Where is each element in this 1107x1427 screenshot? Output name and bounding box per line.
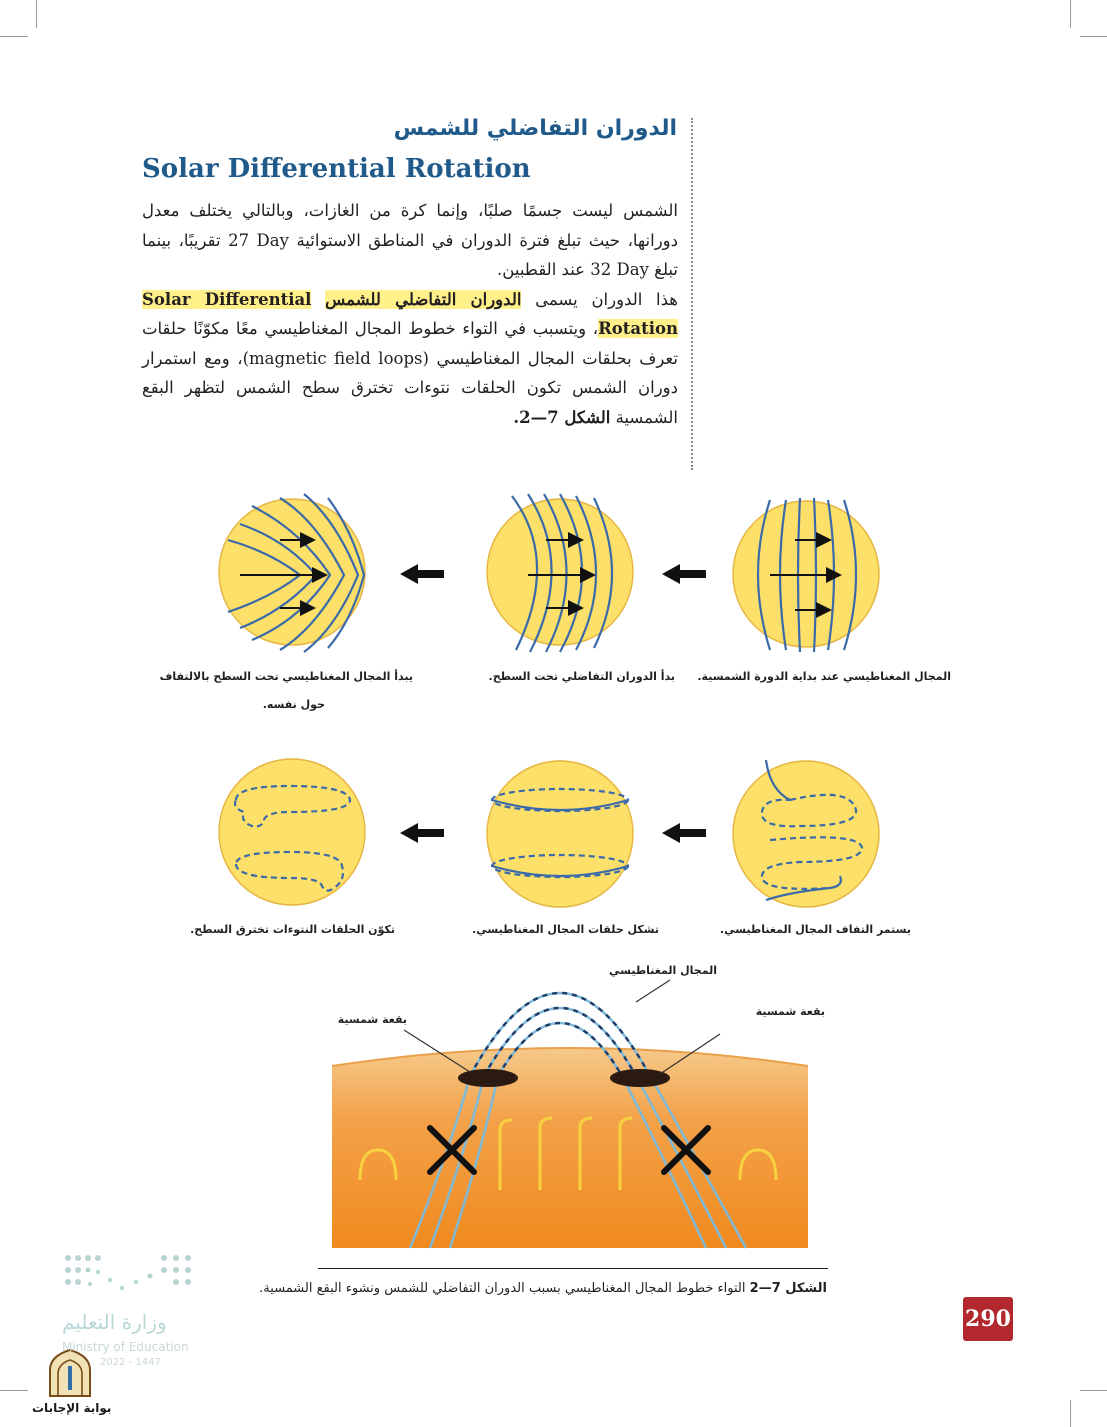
- flow-arrow-icon: [662, 564, 706, 584]
- page-number-badge: 290: [963, 1297, 1013, 1341]
- answers-gateway-logo-icon: [50, 1350, 90, 1396]
- answers-gateway-name[interactable]: بوابة الإجابات: [32, 1401, 112, 1415]
- flow-arrow-icon: [662, 823, 706, 843]
- ministry-name-english: Ministry of Education: [62, 1340, 189, 1354]
- sun-stage-1: [733, 498, 879, 652]
- caption-stage-3-line2: حول نفسه.: [262, 698, 325, 711]
- figure-caption-rule: [318, 1268, 828, 1269]
- section-title-english: Solar Differential Rotation: [142, 154, 531, 184]
- caption-stage-1: المجال المغناطيسي عند بداية الدورة الشمسية.: [697, 670, 951, 683]
- label-magnetic-field: المجال المغناطيسي: [609, 964, 717, 977]
- sunspot-right: [610, 1069, 670, 1087]
- figure-reference: الشكل 7—2.: [513, 407, 611, 427]
- caption-stage-3-line1: يبدأ المجال المغناطيسي تحت السطح بالالتفاف: [159, 670, 413, 683]
- ministry-name-arabic: وزارة التعليم: [62, 1310, 167, 1334]
- sun-stage-6: [219, 759, 365, 905]
- caption-stage-2: بدأ الدوران التفاضلي تحت السطح.: [488, 670, 675, 683]
- highlighted-term-arabic: الدوران التفاضلي للشمس: [325, 289, 522, 309]
- ministry-logo-icon: [65, 1255, 191, 1290]
- paragraph-2: هذا الدوران يسمى الدوران التفاضلي للشمس Solar Differential Rotation، ويتسبب في التواء خطوط المجال المغناطيسي معًا مكوّنًا حلقات تعرف بحلقات المجال المغناطيسي (magnetic field loops)، ومع استمرار دوران الشمس تكون الحلقات نتوءات تخترق سطح الشمس لتظهر البقع الشمسية الشكل 7—2.: [142, 289, 679, 427]
- sun-stage-4: [733, 760, 879, 907]
- label-sunspot-right: بقعة شمسية: [755, 1005, 825, 1018]
- ministry-year: 2022 - 1447: [100, 1357, 161, 1368]
- sunspot-left: [458, 1069, 518, 1087]
- sun-stage-3: [219, 494, 365, 652]
- flow-arrow-icon: [400, 823, 444, 843]
- figure-caption: الشكل 7—2 التواء خطوط المجال المغناطيسي بسبب الدوران التفاضلي للشمس ونشوء البقع الشمسية.: [259, 1281, 827, 1296]
- sun-stage-2: [487, 494, 633, 652]
- label-sunspot-left: بقعة شمسية: [337, 1013, 407, 1026]
- paragraph-1: الشمس ليست جسمًا صلبًا، وإنما كرة من الغازات، وبالتالي يختلف معدل دورانها، حيث تبلغ فترة الدوران في المناطق الاستوائية 27 Day تقريبًا، بينما تبلغ 32 Day عند القطبين.: [142, 201, 679, 279]
- caption-stage-4: يستمر التفاف المجال المغناطيسي.: [719, 923, 911, 936]
- sun-stage-5: [487, 761, 633, 907]
- highlighted-term-english: Solar Differential Rotation: [142, 289, 678, 338]
- flow-arrow-icon: [400, 564, 444, 584]
- caption-stage-5: تشكل حلقات المجال المغناطيسي.: [472, 923, 659, 936]
- section-title-arabic: الدوران التفاضلي للشمس: [393, 116, 677, 141]
- caption-stage-6: تكوّن الحلقات النتوءات تخترق السطح.: [190, 923, 395, 936]
